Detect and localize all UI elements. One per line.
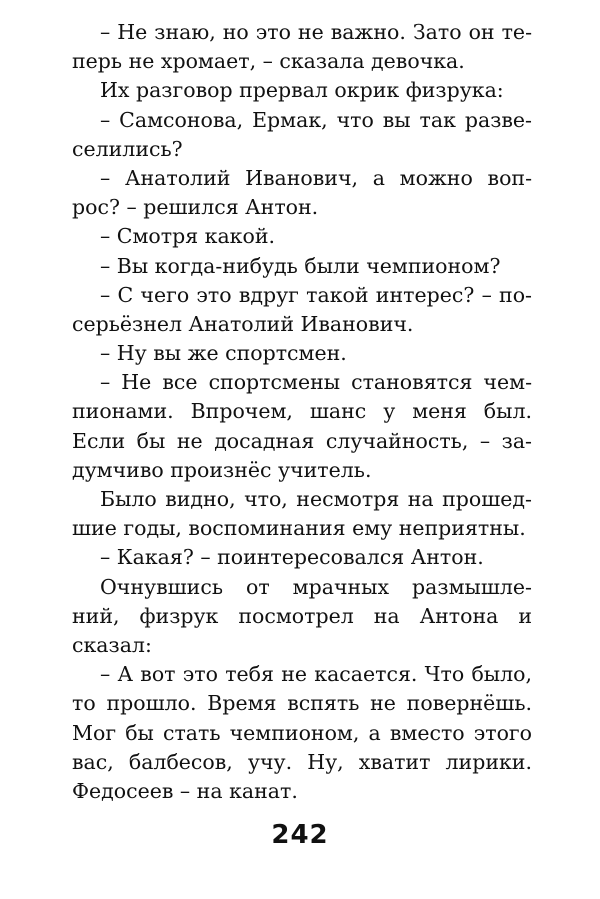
text-line: – Смотря какой. xyxy=(100,224,276,249)
text-line: перь не хромает, – сказала девочка. xyxy=(72,49,465,74)
text-line: – Самсонова, Ермак, что вы так разве- xyxy=(100,107,532,132)
text-line: – Ну вы же спортсмен. xyxy=(100,341,347,366)
page-number: 242 xyxy=(271,820,329,850)
text-line: серьёзнел Анатолий Иванович. xyxy=(72,311,414,336)
text-line: – Не все спортсмены становятся чем- xyxy=(100,370,532,395)
text-line: Очнувшись от мрачных размышле- xyxy=(100,574,532,599)
text-line: Федосеев – на канат. xyxy=(72,778,298,803)
text-line: – Анатолий Иванович, а можно воп- xyxy=(100,165,532,190)
text-line: Если бы не досадная случайность, – за- xyxy=(72,428,532,453)
text-line: – С чего это вдруг такой интерес? – по- xyxy=(100,282,532,307)
text-line: селились? xyxy=(72,136,183,161)
text-line: Мог бы стать чемпионом, а вместо этого xyxy=(72,720,532,745)
text-line: то прошло. Время вспять не повернёшь. xyxy=(72,691,532,716)
text-line: шие годы, воспоминания ему неприятны. xyxy=(72,516,526,541)
text-line: – Не знаю, но это не важно. Зато он те- xyxy=(100,20,532,44)
text-line: ний, физрук посмотрел на Антона и xyxy=(72,603,532,628)
text-line: – Вы когда-нибудь были чемпионом? xyxy=(100,253,501,278)
text-line: думчиво произнёс учитель. xyxy=(72,457,372,482)
text-line: сказал: xyxy=(72,632,152,657)
text-line: – А вот это тебя не касается. Что было, xyxy=(100,662,532,687)
text-line: вас, балбесов, учу. Ну, хватит лирики. xyxy=(72,749,532,774)
text-line: рос? – решился Антон. xyxy=(72,195,319,220)
text-line: – Какая? – поинтересовался Антон. xyxy=(100,545,484,570)
text-line: Было видно, что, несмотря на прошед- xyxy=(100,487,532,511)
text-line: Их разговор прервал окрик физрука: xyxy=(100,78,504,103)
body-text xyxy=(72,18,532,806)
text-line: пионами. Впрочем, шанс у меня был. xyxy=(72,399,532,424)
